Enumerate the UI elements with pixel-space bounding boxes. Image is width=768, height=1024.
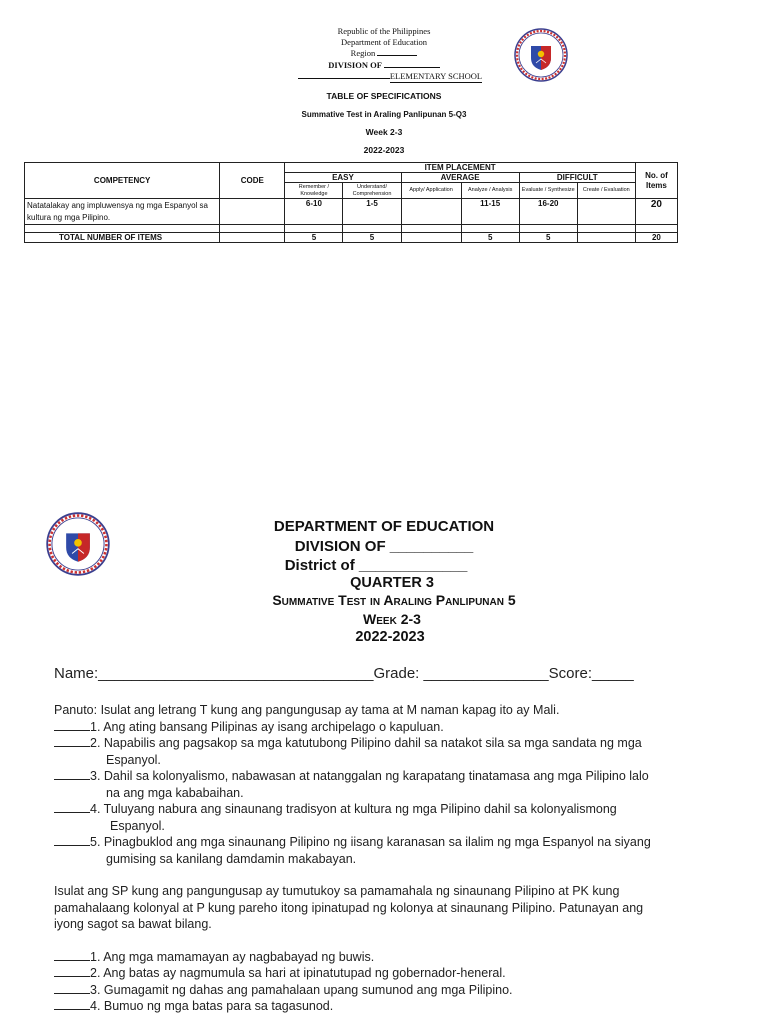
item-text: 3. Dahil sa kolonyalismo, nabawasan at natanggalan ng karapatang tinatamasa ang mga Pilipino lalo [90,769,649,783]
total-label: TOTAL NUMBER OF ITEMS [25,233,220,243]
item-text: 2. Napabilis ang pagsakop sa mga katutubong Pilipino dahil sa natakot sila sa mga sandata ng mga [90,736,642,750]
list-item [54,719,714,736]
item-text-continued: gumising sa kanilang damdamin makabayan. [106,851,357,866]
cell-create [577,199,635,225]
no-items-header: No. of Items [635,163,677,199]
test-year: 2022-2023 [355,629,425,645]
tos-subtitle: Summative Test in Araling Panlipunan 5-Q3 [301,110,467,119]
region-blank [377,47,417,56]
district-heading: District of _____________ [284,557,468,574]
part1-instructions: Panuto: Isulat ang letrang T kung ang pangungusap ay tama at M naman kapag ito ay Mali. [54,703,560,717]
list-item [54,735,714,768]
level-difficult: DIFFICULT [519,173,635,183]
table-spacer-row [25,225,678,233]
answer-blank[interactable] [54,965,90,977]
student-info-line: Name:_________________________________Grade: _______________Score:_____ [54,665,634,682]
total-understand: 5 [343,233,401,243]
school-line [12,70,768,83]
cell-remember: 6-10 [285,199,343,225]
item-text-continued: Espanyol. [106,752,161,767]
test-title: Summative Test in Araling Panlipunan 5 [272,592,516,608]
item-text-continued: na ang mga kababaihan. [106,785,244,800]
total-items: 20 [635,233,677,243]
school-label: ELEMENTARY SCHOOL [389,71,483,81]
quarter-heading: QUARTER 3 [350,575,434,591]
answer-blank[interactable] [54,719,90,731]
table-row [25,199,678,225]
total-create [577,233,635,243]
sublevel-understand: Understand/ Comprehension [343,183,401,199]
region-line [0,47,768,59]
part2-instructions: iyong sagot sa bawat bilang. [54,917,212,931]
republic-text: Republic of the Philippines [337,26,431,36]
region-label: Region [350,48,376,58]
answer-blank[interactable] [54,735,90,747]
competency-header: COMPETENCY [25,163,220,199]
tos-title: TABLE OF SPECIFICATIONS [326,91,442,101]
item-text: 1. Ang ating bansang Pilipinas ay isang archipelago o kapuluan. [90,719,444,734]
cell-understand: 1-5 [343,199,401,225]
total-apply [401,233,461,243]
school-blank [298,70,390,79]
division-line [0,59,768,71]
division-blank [384,59,440,68]
item-text: 4. Bumuo ng mga batas para sa tagasunod. [90,999,334,1013]
tos-year: 2022-2023 [363,145,405,155]
sublevel-evaluate: Evaluate / Synthesize [519,183,577,199]
list-item [54,965,714,982]
tos-table [24,162,678,243]
list-item [54,998,714,1015]
list-item [54,801,714,834]
answer-blank[interactable] [54,801,90,813]
cell-row-total: 20 [635,199,677,225]
tos-week: Week 2-3 [365,127,403,137]
sublevel-remember: Remember / Knowledge [285,183,343,199]
level-average: AVERAGE [401,173,519,183]
item-text: 4. Tuluyang nabura ang sinaunang tradisyon at kultura ng mga Pilipino dahil sa kolonyalismong [90,802,617,816]
item-placement-header: ITEM PLACEMENT [285,163,635,173]
test-week: Week 2-3 [363,611,421,627]
cell-evaluate: 16-20 [519,199,577,225]
deped-seal-icon [514,28,568,82]
item-text: 1. Ang mga mamamayan ay nagbabayad ng buwis. [90,949,375,964]
item-text: 5. Pinagbuklod ang mga sinaunang Pilipino ng iisang karanasan sa ilalim ng mga Espanyol na siyang [90,835,651,849]
code-header: CODE [220,163,285,199]
answer-blank[interactable] [54,982,90,994]
item-text: 2. Ang batas ay nagmumula sa hari at ipinatutupad ng gobernador-heneral. [90,966,506,980]
level-easy: EASY [285,173,401,183]
list-item [54,982,714,999]
competency-cell: Natatalakay ang impluwensya ng mga Espanyol sa kultura ng mga Pilipino. [25,199,220,225]
division-label: DIVISION OF [328,59,382,70]
part1-section [54,702,714,867]
answer-blank[interactable] [54,834,90,846]
sublevel-analyze: Analyze / Analysis [461,183,519,199]
list-item [54,834,714,867]
cell-analyze: 11-15 [461,199,519,225]
part2-instructions: pamahalaang kolonyal at P kung pareho itong ipinatupad ng kolonya at sinaunang Pilipino. Patunayan ang [54,900,644,915]
answer-blank[interactable] [54,949,90,961]
total-remember: 5 [285,233,343,243]
sublevel-apply: Apply/ Application [401,183,461,199]
sublevel-create: Create / Evaluation [577,183,635,199]
department-heading: DEPARTMENT OF EDUCATION [273,518,495,535]
total-analyze: 5 [461,233,519,243]
page1-header [0,26,768,83]
total-evaluate: 5 [519,233,577,243]
answer-blank[interactable] [54,768,90,780]
code-cell [220,199,285,225]
answer-blank[interactable] [54,998,90,1010]
part2-instructions: Isulat ang SP kung ang pangungusap ay tumutukoy sa pamamahala ng sinaunang Pilipino at PK kung [54,884,620,898]
item-text-continued: Espanyol. [110,818,165,833]
list-item [54,768,714,801]
item-text: 3. Gumagamit ng dahas ang pamahalaan upang sumunod ang mga Pilipino. [90,982,513,997]
list-item [54,949,714,966]
table-total-row [25,233,678,243]
cell-apply [401,199,461,225]
part2-section [54,883,714,1015]
department-text: Department of Education [341,36,427,47]
division-heading: DIVISION OF __________ [294,538,474,555]
